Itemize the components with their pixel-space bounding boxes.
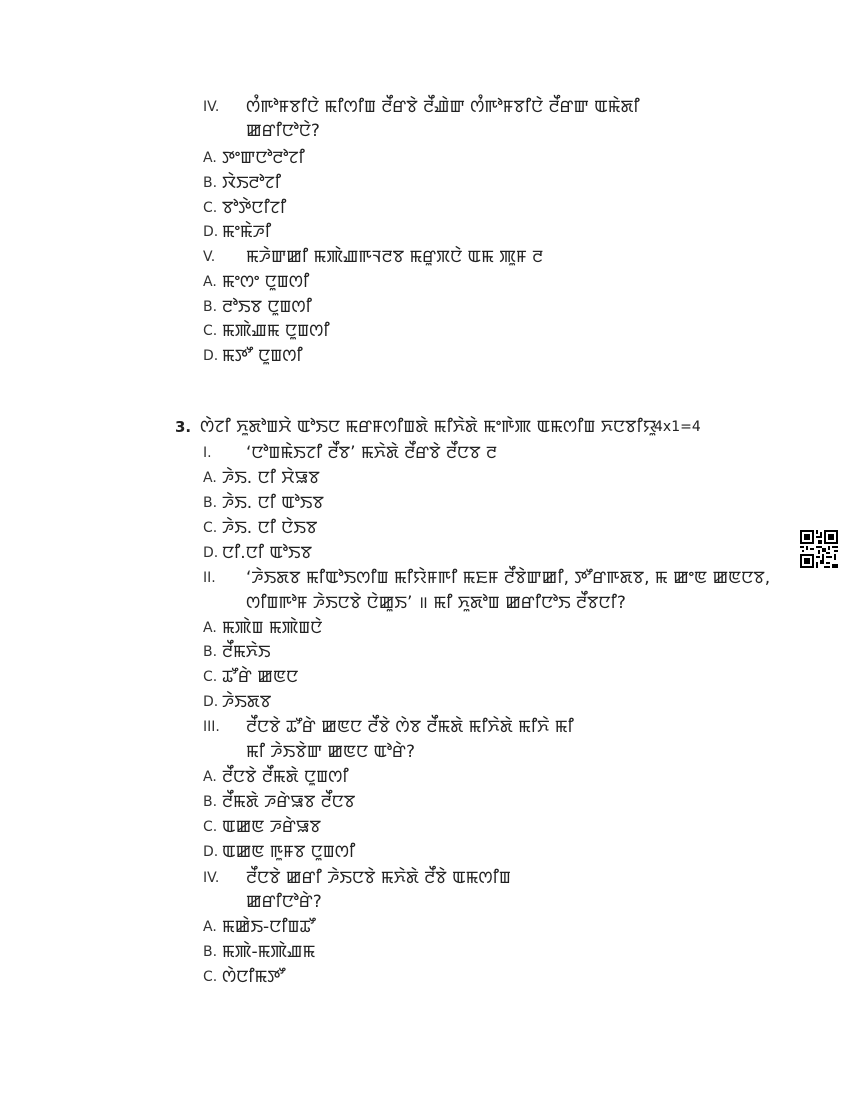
question-number: III. <box>203 719 220 735</box>
option-label: A. <box>203 769 217 785</box>
option-text: ꯍꯥꯏꯗꯕ <box>222 692 272 712</box>
option-text: ꯃꯀꯥꯏ-ꯅꯤꯡꯊꯧ <box>222 917 316 937</box>
question-number: V. <box>203 249 216 265</box>
option-text: ꯇꯦꯛꯅꯣꯂꯣꯖꯤ <box>222 148 305 168</box>
option-label: B. <box>203 944 218 960</box>
option-label: B. <box>203 794 218 810</box>
option-text: ꯃꯦꯃꯥꯍꯤ <box>222 222 272 242</box>
option-text: ꯍꯥꯏ. ꯅꯤ ꯅꯥꯏꯕ <box>222 518 318 538</box>
option-text: ꯃꯇꯧ ꯅꯨꯡꯁꯤ <box>222 346 303 366</box>
option-text: ꯂꯩꯃꯈꯥꯏ <box>222 642 271 662</box>
qr-code-icon <box>800 530 838 568</box>
option-label: B. <box>203 644 218 660</box>
option-label: B. <box>203 495 218 511</box>
option-label: D. <box>203 224 219 240</box>
option-text: ꯂꯩꯃꯗꯥ ꯍꯔꯥꯎꯕ ꯂꯩꯅꯕ <box>222 792 356 812</box>
question-number: II. <box>203 570 216 586</box>
section-marks: 4x1=4 <box>654 419 701 435</box>
option-text: ꯕꯣꯇꯥꯅꯤꯖꯤ <box>222 198 287 218</box>
question-text: ꯂꯩꯅꯕꯥ ꯊꯧꯔꯥ ꯀꯟꯅ ꯂꯩꯕꯥ ꯁꯥꯕ ꯂꯩꯃꯗꯥ ꯃꯤꯈꯥꯗꯥ ꯃꯤꯈꯥ ꯃꯤ <box>246 717 574 737</box>
option-label: A. <box>203 919 217 935</box>
option-label: A. <box>203 274 217 290</box>
option-text: ꯃꯄꯥ-ꯃꯄꯥꯉꯃ <box>222 942 316 962</box>
option-text: ꯃꯄꯥꯡ ꯃꯄꯥꯡꯅꯥ <box>222 618 323 638</box>
question-text-continued: ꯃꯤ ꯍꯥꯏꯕꯥꯛ ꯀꯟꯅ ꯑꯣꯔꯥ? <box>246 742 415 762</box>
question-text: ‘ꯍꯥꯏꯗꯕ ꯃꯤꯑꯣꯏꯁꯤꯡ ꯃꯤꯌꯥꯝꯒꯤ ꯃꯐꯝ ꯂꯩꯕꯥꯛꯀꯤ, ꯇꯧꯔꯒꯗꯕ, ꯃ ꯀꯦꯟ ꯀꯟꯅꯕ, <box>246 568 771 588</box>
question-text-continued: ꯀꯔꯤꯅꯣꯅꯥ? <box>246 121 320 141</box>
option-text: ꯃꯄꯥꯉꯃ ꯅꯨꯡꯁꯤ <box>222 321 330 341</box>
option-text: ꯍꯥꯏ. ꯅꯤ ꯑꯣꯏꯕ <box>222 493 324 513</box>
option-label: C. <box>203 669 218 685</box>
option-label: B. <box>203 175 218 191</box>
option-label: A. <box>203 150 217 166</box>
question-text-continued: ꯁꯤꯡꯒꯣꯝ ꯍꯥꯏꯅꯕꯥ ꯅꯥꯀꯨꯏ’ ॥ ꯃꯤ ꯈꯨꯗꯣꯡ ꯀꯔꯤꯅꯣꯏ ꯂꯩꯕꯅꯤ? <box>246 593 626 613</box>
option-text: ꯅꯤ.ꯅꯤ ꯑꯣꯏꯕ <box>222 543 312 563</box>
option-text: ꯁꯥꯅꯤꯃꯇꯧ <box>222 967 286 987</box>
option-text: ꯂꯣꯏꯕ ꯅꯨꯡꯁꯤ <box>222 297 312 317</box>
option-text: ꯋꯥꯏꯂꯣꯖꯤ <box>222 173 281 193</box>
option-label: A. <box>203 620 217 636</box>
option-label: C. <box>203 819 218 835</box>
option-text: ꯂꯩꯅꯕꯥ ꯂꯩꯃꯗꯥ ꯅꯨꯡꯁꯤ <box>222 767 349 787</box>
option-text: ꯃꯦꯁꯦ ꯅꯨꯡꯁꯤ <box>222 272 310 292</box>
option-label: C. <box>203 200 218 216</box>
option-text: ꯍꯥꯏ. ꯅꯤ ꯆꯥꯎꯕ <box>222 468 320 488</box>
option-text: ꯊꯧꯔꯥ ꯀꯟꯅ <box>222 667 299 687</box>
question-number: I. <box>203 445 212 461</box>
question-text: ꯂꯩꯅꯕꯥ ꯀꯔꯤ ꯍꯥꯏꯅꯕꯥ ꯃꯈꯥꯗꯥ ꯂꯩꯕꯥ ꯑꯃꯁꯤꯡ <box>246 868 511 888</box>
option-label: A. <box>203 470 217 486</box>
question-text: ꯃꯍꯥꯛꯀꯤ ꯃꯄꯥꯉꯒꯜꯂꯕ ꯃꯔꯨꯞꯅꯥ ꯑꯃ ꯄꯨꯝ ꯂ <box>246 247 544 267</box>
question-text: ‘ꯅꯣꯡꯃꯥꯏꯖꯤ ꯂꯩꯕ’ ꯃꯈꯥꯗꯥ ꯂꯩꯔꯕꯥ ꯂꯩꯅꯕ ꯂ <box>246 443 497 463</box>
option-label: D. <box>203 844 219 860</box>
question-text-continued: ꯀꯔꯤꯅꯣꯔꯥ? <box>246 892 322 912</box>
section-instruction: ꯁꯥꯖꯤ ꯈꯨꯗꯣꯡꯆꯥ ꯑꯣꯏꯅ ꯃꯔꯝꯁꯤꯡꯗꯥ ꯃꯤꯈꯥꯗꯥ ꯃꯦꯒꯥꯄ ꯑꯃꯁꯤꯡ ꯈꯅꯕꯤꯌꯨ <box>200 417 657 437</box>
option-text: ꯑꯀꯟ ꯒꯨꯝꯕ ꯅꯨꯡꯁꯤ <box>222 842 356 862</box>
option-label: D. <box>203 694 219 710</box>
option-label: D. <box>203 545 219 561</box>
section-number: 3. <box>175 418 192 436</box>
option-label: B. <box>203 299 218 315</box>
option-label: C. <box>203 969 218 985</box>
question-text: ꯁꯪꯒꯣꯝꯕꯤꯅꯥ ꯃꯤꯁꯤꯡ ꯂꯩꯔꯕꯥ ꯂꯩꯉꯥꯛ ꯁꯪꯒꯣꯝꯕꯤꯅꯥ ꯂꯩꯔꯛ ꯑꯃꯥꯗꯤ <box>246 97 640 117</box>
option-label: C. <box>203 520 218 536</box>
option-label: C. <box>203 323 218 339</box>
question-number: IV. <box>203 870 220 886</box>
question-number: IV. <box>203 99 220 115</box>
option-label: D. <box>203 348 219 364</box>
option-text: ꯑꯀꯟ ꯍꯔꯥꯎꯕ <box>222 817 321 837</box>
